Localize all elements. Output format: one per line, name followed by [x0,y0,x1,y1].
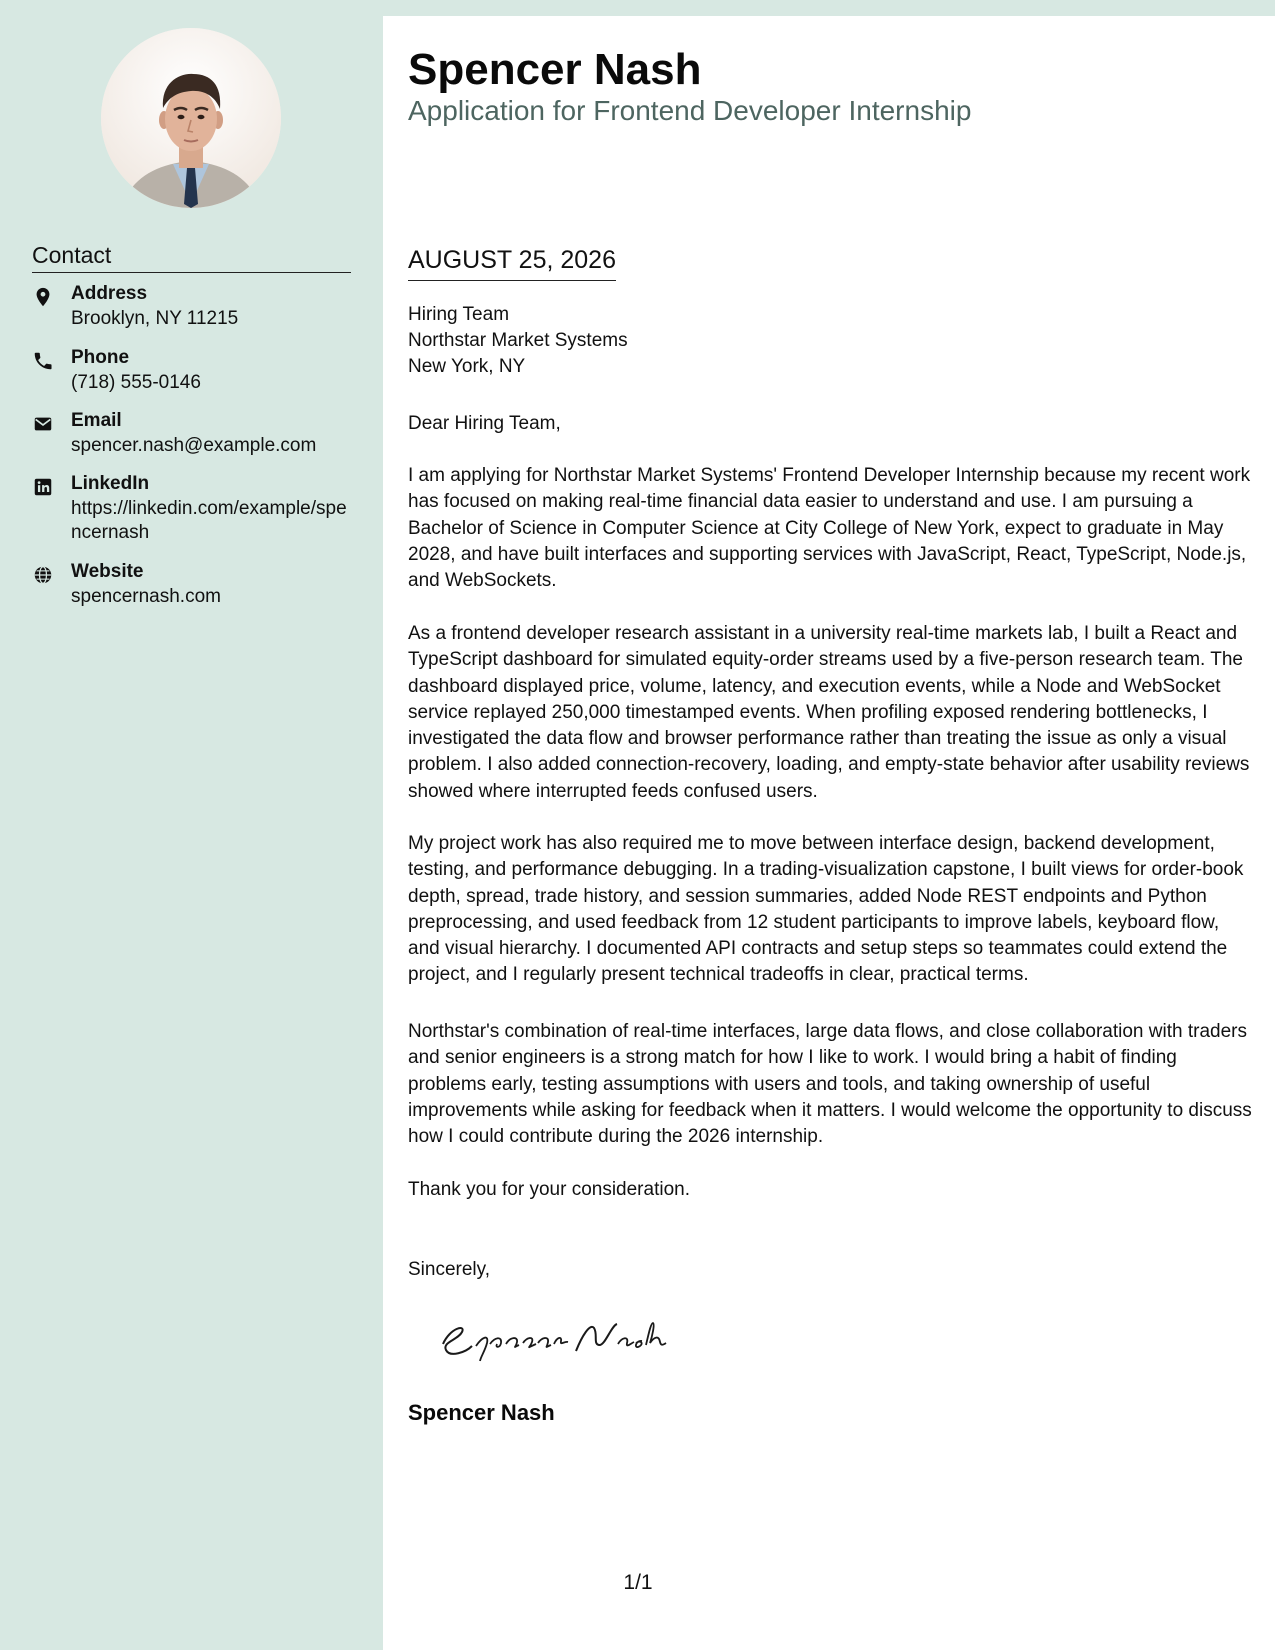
phone-icon [32,350,54,372]
contact-label-website: Website [71,561,144,582]
top-accent-strip [383,0,1275,16]
map-pin-icon [32,286,54,308]
contact-value-phone: (718) 555-0146 [71,372,201,393]
contact-value-address: Brooklyn, NY 11215 [71,308,239,329]
paragraph-intro: I am applying for Northstar Market Systems' Frontend Developer Internship because my recent work has focused on making real-time financial data easier to understand and use. I am pursuing a Bachelor of Science in Computer Science at City College of New York, expect to graduate in May 2028, and have built interfaces and supporting services with JavaScript, React, TypeScript, Node.js, and WebSockets. [408,465,1251,592]
thanks-line: Thank you for your consideration. [408,1179,690,1200]
paragraph-research: As a frontend developer research assistant in a university real-time markets lab, I built a React and TypeScript dashboard for simulated equity-order streams used by a five-person research team. The dashboard displayed price, volume, latency, and execution events, while a Node and WebSocket service replayed 250,000 timestamped events. When profiling exposed rendering bottlenecks, I investigated the data flow and browser performance rather than treating the issue as only a visual problem. I also added connection-recovery, loading, and empty-state behavior after usability reviews showed where interrupted feeds confused users. [408,623,1250,802]
email-icon [32,413,54,435]
page-number: 1/1 [623,1571,653,1594]
recipient-line-company: Northstar Market Systems [408,330,628,351]
greeting: Dear Hiring Team, [408,413,561,434]
recipient-block [408,302,628,380]
contact-label-email: Email [71,410,122,431]
recipient-line-location: New York, NY [408,356,526,377]
profile-photo [101,28,281,208]
application-subtitle: Application for Frontend Developer Internship [408,95,972,126]
recipient-line-team: Hiring Team [408,304,510,325]
linkedin-icon [32,476,54,498]
contact-label-address: Address [71,283,148,304]
applicant-name: Spencer Nash [408,45,702,94]
contact-label-phone: Phone [71,347,130,368]
handwritten-signature [428,1306,668,1362]
sidebar [0,0,383,1650]
signer-name: Spencer Nash [408,1400,555,1425]
contact-label-linkedin: LinkedIn [71,473,150,494]
letter-date: AUGUST 25, 2026 [408,244,616,281]
closing-line: Sincerely, [408,1259,491,1280]
contact-value-website[interactable]: spencernash.com [71,586,221,607]
paragraph-fit: Northstar's combination of real-time interfaces, large data flows, and close collaboration with traders and senior engineers is a strong match for how I like to work. I would bring a habit of finding problems early, testing assumptions with users and tools, and taking ownership of useful improvements while asking for feedback when it matters. I would welcome the opportunity to discuss how I could contribute during the 2026 internship. [408,1021,1252,1148]
paragraph-projects: My project work has also required me to move between interface design, backend development, testing, and performance debugging. In a trading-visualization capstone, I built views for order-book depth, spread, trade history, and session summaries, added Node REST endpoints and Python preprocessing, and used feedback from 12 student participants to improve labels, keyboard flow, and visual hierarchy. I documented API contracts and setup steps so teammates could extend the project, and I regularly present technical tradeoffs in clear, practical terms. [408,833,1244,986]
contact-value-email[interactable]: spencer.nash@example.com [71,435,317,456]
globe-icon [32,564,54,586]
contact-heading: Contact [32,240,351,273]
avatar [101,28,281,208]
contact-value-linkedin[interactable]: https://linkedin.com/example/spencernash [71,498,347,543]
